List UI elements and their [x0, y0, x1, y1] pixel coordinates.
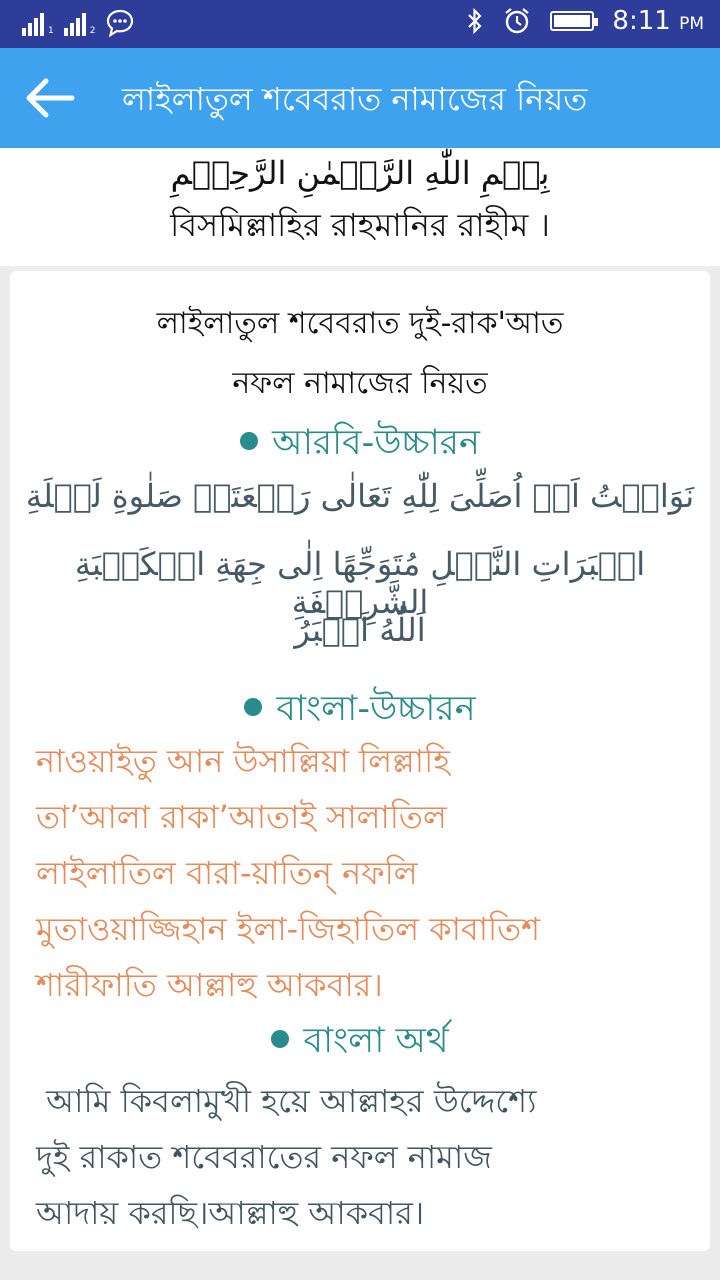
status-bar — [0, 0, 720, 48]
clock — [612, 6, 704, 36]
pronunciation-line: তা’আলা রাকা’আতাই সালাতিল — [36, 798, 447, 836]
bismillah-arabic: بِسۡمِ اللّٰهِ الرَّحۡمٰنِ الرَّحِيۡمِ — [170, 154, 550, 192]
pronunciation-line: মুতাওয়াজ্জিহান ইলা-জিহাতিল কাবাতিশ — [36, 910, 541, 948]
arabic-line: اَللّٰهُ اَكۡبَرُ — [294, 611, 426, 649]
chat-notification-icon — [105, 8, 135, 38]
niyat-card — [10, 271, 710, 1251]
meaning-line: আমি কিবলামুখী হয়ে আল্লাহর উদ্দেশ্যে — [36, 1082, 537, 1120]
arabic-heading-label: আরবি-উচ্চারন — [272, 423, 480, 463]
pronunciation-line: শারীফাতি আল্লাহু আকবার। — [36, 966, 383, 1004]
bluetooth-icon — [466, 6, 484, 36]
alarm-icon — [502, 6, 532, 36]
status-right — [466, 6, 704, 36]
card-title-line2: নফল নামাজের নিয়ত — [232, 366, 488, 401]
clock-ampm: PM — [679, 14, 704, 34]
bullet-icon — [271, 1030, 289, 1048]
bangla-heading-label: বাংলা-উচ্চারন — [276, 689, 476, 729]
arabic-heading — [10, 415, 710, 474]
meaning-heading — [10, 1013, 710, 1072]
sim2-label: 2 — [89, 26, 96, 36]
meaning-line: আদায় করছি।আল্লাহু আকবার। — [36, 1194, 425, 1232]
bullet-icon — [244, 698, 262, 716]
back-arrow-icon — [24, 76, 76, 120]
bangla-heading — [10, 681, 710, 740]
bismillah-header — [0, 148, 720, 266]
bangla-meaning — [36, 1073, 696, 1241]
back-button[interactable] — [22, 72, 78, 124]
arabic-line: نَوَايۡتُ اَنۡ اُصَلِّىَ لِلّٰهِ تَعَالٰى رَكۡعَتَىۡ صَلٰوةِ لَيۡلَةِ — [25, 477, 695, 515]
app-bar — [0, 48, 720, 148]
bullet-icon — [240, 432, 258, 450]
meaning-heading-label: বাংলা অর্থ — [303, 1021, 449, 1061]
card-title-line1: লাইলাতুল শবেবরাত দুই-রাক'আত — [156, 306, 564, 341]
signal-sim1-icon — [22, 10, 54, 36]
battery-icon — [550, 11, 594, 31]
status-left — [22, 8, 135, 38]
page-title: লাইলাতুল শবেবরাত নামাজের নিয়ত — [122, 80, 588, 118]
pronunciation-line: নাওয়াইতু আন উসাল্লিয়া লিল্লাহি — [36, 742, 451, 780]
signal-sim2-icon — [64, 10, 96, 36]
bismillah-bangla: বিসমিল্লাহির রাহমানির রাহীম । — [170, 206, 550, 244]
bangla-pronunciation — [36, 733, 686, 1013]
meaning-line: দুই রাকাত শবেবরাতের নফল নামাজ — [36, 1138, 492, 1176]
arabic-line: الۡبَرَاتِ النَّفۡلِ مُتَوَجِّهًا اِلٰى جِهَةِ الۡكَعۡبَةِ الشَّرِيۡفَةِ — [74, 545, 646, 621]
pronunciation-line: লাইলাতিল বারা-য়াতিন্ নফলি — [36, 854, 418, 892]
sim1-label: 1 — [48, 26, 54, 36]
clock-time: 8:11 — [612, 6, 671, 36]
